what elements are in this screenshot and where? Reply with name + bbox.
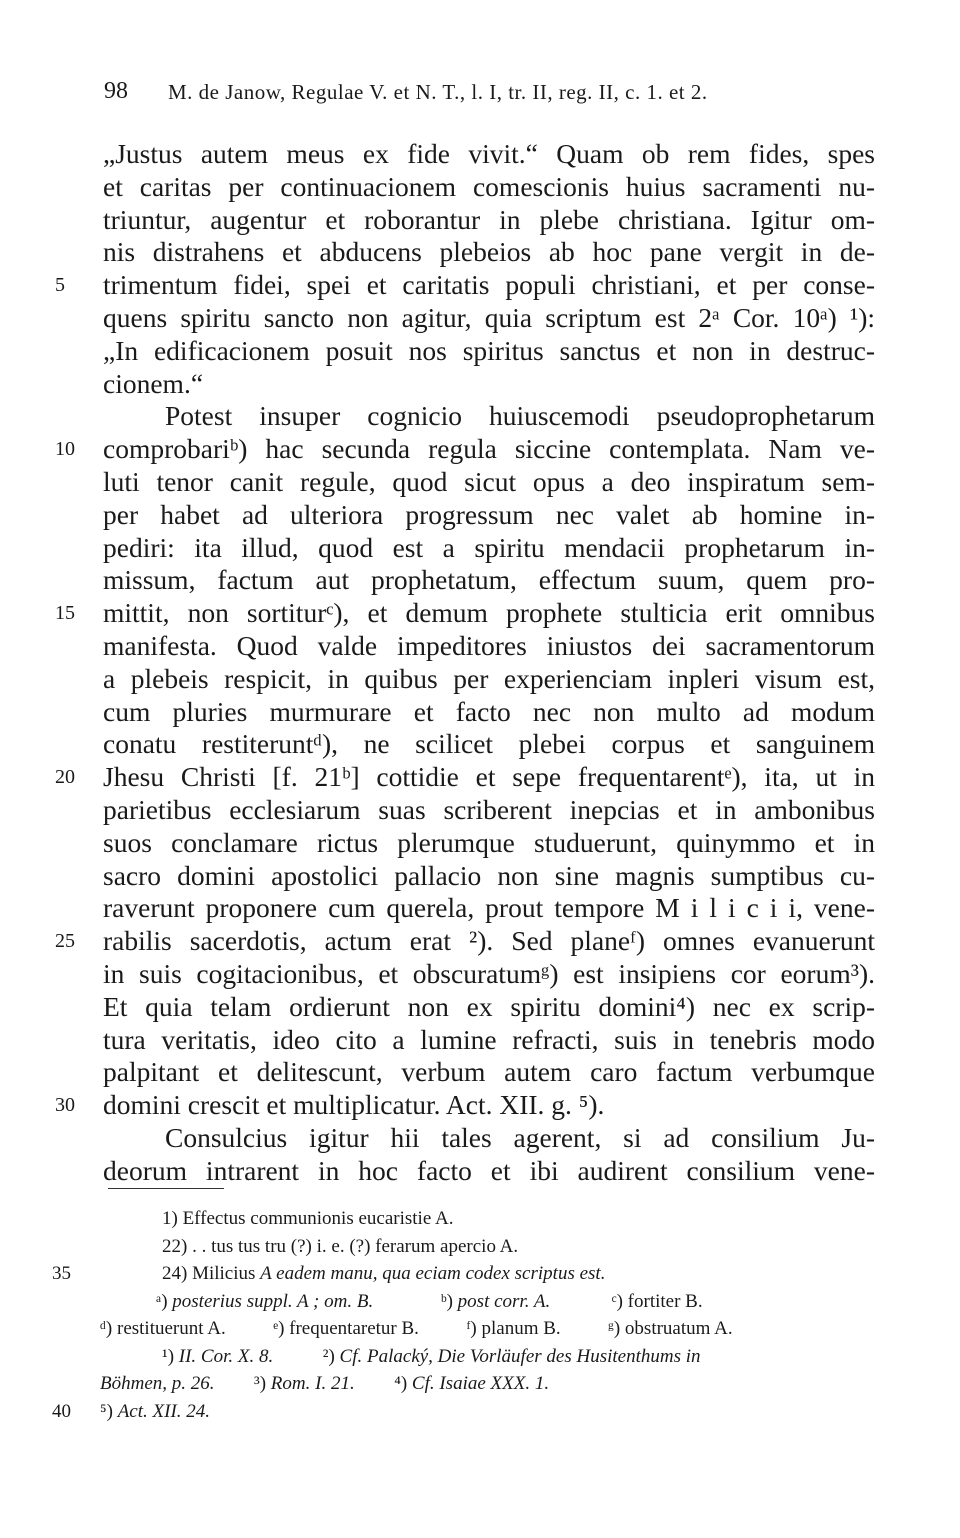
line-text: Consulcius igitur hii tales agerent, si ad consilium Ju-: [165, 1121, 875, 1153]
line-text: quens spiritu sancto non agitur, quia scriptum est 2ᵃ Cor. 10ᵃ) ¹):: [103, 301, 875, 333]
text-line: [103, 1122, 875, 1155]
line-number: 40: [52, 1400, 71, 1422]
ref-3-label: ³): [254, 1373, 267, 1394]
line-text: Jhesu Christi [f. 21ᵇ] cottidie et sepe frequentarentᵉ), ita, ut in: [103, 761, 875, 793]
footnote-line: [100, 1288, 875, 1316]
footnote-24-remark: A eadem manu, qua eciam codex scriptus est.: [260, 1263, 606, 1284]
line-text: trimentum fidei, spei et caritatis populi christiani, et per conse-: [103, 269, 875, 301]
footnote-line: [52, 1398, 875, 1426]
text-line: [103, 532, 875, 565]
line-number: 20: [55, 766, 75, 789]
footnote-22: 22) . . tus tus tru (?) i. e. (?) ferarum apercio A.: [162, 1235, 519, 1257]
text-line: [103, 728, 875, 761]
footnote-line: [100, 1205, 875, 1233]
text-line: [103, 827, 875, 860]
text-line: [103, 1056, 875, 1089]
text-line: [103, 794, 875, 827]
line-text: missum, factum aut prophetatum, effectum suum, quem pro-: [103, 564, 875, 596]
note-c: ᶜ) fortiter B.: [611, 1290, 703, 1312]
ref-5-label: ⁵): [100, 1400, 113, 1422]
note-g: ᵍ) obstruatum A.: [608, 1318, 733, 1339]
text-line: [103, 368, 875, 401]
line-text: et caritas per continuacionem comescionis huius sacramenti nu-: [103, 170, 875, 202]
ref-4: Cf. Isaiae XXX. 1.: [411, 1373, 550, 1394]
line-text: Potest insuper cognicio huiuscemodi pseudoprophetarum: [165, 400, 875, 432]
line-text: conatu restiteruntᵈ), ne scilicet plebei corpus et sanguinem: [103, 728, 875, 760]
text-line: [103, 138, 875, 171]
text-line: [103, 400, 875, 433]
line-text: in suis cogitacionibus, et obscuratumᵍ) est insipiens cor eorum³).: [103, 957, 875, 989]
line-text: triuntur, augentur et roborantur in plebe christiana. Igitur om-: [103, 203, 875, 235]
ref-3: Rom. I. 21.: [270, 1373, 355, 1394]
footnote-line: [100, 1233, 875, 1261]
text-line: [103, 171, 875, 204]
line-number: 5: [55, 274, 65, 297]
footnote-line: [100, 1370, 875, 1398]
note-d: ᵈ) restituerunt A.: [100, 1318, 226, 1339]
text-line: [103, 204, 875, 237]
line-text: luti tenor canit regule, quod sicut opus a deo inspiratum sem-: [103, 465, 875, 497]
ref-4-label: ⁴): [394, 1373, 408, 1394]
line-text: palpitant et delitescunt, verbum autem caro factum verbumque: [103, 1056, 875, 1088]
text-line: [55, 761, 875, 794]
text-line: [103, 564, 875, 597]
text-line: [103, 1024, 875, 1057]
text-line: [55, 269, 875, 302]
page-number: 98: [104, 78, 128, 104]
text-line: [103, 236, 875, 269]
text-line: [55, 925, 875, 958]
note-b-label: ᵇ): [440, 1290, 453, 1312]
line-text: Et quia telam ordierunt non ex spiritu domini⁴) nec ex scrip-: [103, 990, 875, 1022]
text-line: [103, 892, 875, 925]
footnote-line: [100, 1315, 875, 1343]
line-text: deorum intrarent in hoc facto et ibi audirent consilium vene-: [103, 1154, 875, 1186]
text-line: [55, 433, 875, 466]
line-text: comprobariᵇ) hac secunda regula siccine contemplata. Nam ve-: [103, 433, 875, 465]
line-text: manifesta. Quod valde impeditores iniustos dei sacramentorum: [103, 629, 875, 661]
text-line: [103, 1155, 875, 1188]
ref-5: Act. XII. 24.: [117, 1400, 211, 1422]
ref-2-label: ²): [322, 1345, 335, 1367]
footnote-1: 1) Effectus communionis eucaristie A.: [162, 1208, 454, 1229]
line-text: suos conclamare rictus plerumque studuerunt, quinymmo et in: [103, 826, 875, 858]
line-text: „Justus autem meus ex fide vivit.“ Quam ob rem fides, spes: [103, 138, 875, 169]
line-text: cum pluries murmurare et facto nec non multo ad modum: [103, 695, 875, 727]
main-text: [55, 138, 875, 1188]
line-text: cionem.“: [103, 367, 204, 399]
line-text: a plebeis respicit, in quibus per experienciam inpleri visum est,: [103, 662, 875, 694]
footnote-line: [100, 1343, 875, 1371]
footnote-line: [52, 1260, 875, 1288]
note-f: ᶠ) planum B.: [466, 1318, 561, 1339]
line-text: per habet ad ulteriora progressum nec valet ab homine in-: [103, 498, 875, 530]
note-b: post corr. A.: [457, 1290, 551, 1312]
line-text: raverunt proponere cum querela, prout tempore M i l i c i i, vene-: [103, 892, 875, 924]
running-title: M. de Janow, Regulae V. et N. T., l. I, tr. II, reg. II, c. 1. et 2.: [168, 80, 708, 104]
ref-1-label: ¹): [162, 1345, 175, 1367]
ref-1: II. Cor. X. 8.: [178, 1345, 274, 1367]
text-line: [103, 696, 875, 729]
text-line: [103, 335, 875, 368]
line-text: parietibus ecclesiarum suas scriberent inepcias et in ambonibus: [103, 793, 875, 825]
note-e: ᵉ) frequentaretur B.: [273, 1318, 419, 1339]
text-line: [103, 499, 875, 532]
note-a: posterius suppl. A ; om. B.: [172, 1290, 374, 1312]
text-line: [103, 991, 875, 1024]
line-number: 35: [52, 1263, 71, 1284]
line-number: 30: [55, 1094, 75, 1117]
footnotes: [52, 1205, 875, 1425]
text-line: [103, 302, 875, 335]
line-text: „In edificacionem posuit nos spiritus sanctus et non in destruc-: [103, 334, 875, 366]
line-text: mittit, non sortiturᶜ), et demum prophete stulticia erit omnibus: [103, 597, 875, 629]
line-text: rabilis sacerdotis, actum erat ²). Sed planeᶠ) omnes evanuerunt: [103, 925, 875, 957]
text-line: [103, 663, 875, 696]
line-text: pediri: ita illud, quod est a spiritu mendacii prophetarum in-: [103, 531, 875, 563]
ref-2: Cf. Palacký, Die Vorläufer des Husitenthums in: [339, 1345, 701, 1367]
footnote-divider: [108, 1188, 224, 1189]
text-line: [103, 630, 875, 663]
line-number: 10: [55, 438, 75, 461]
line-text: tura veritatis, ideo cito a lumine refracti, suis in tenebris modo: [103, 1023, 875, 1055]
text-line: [55, 597, 875, 630]
text-line: [55, 1089, 875, 1122]
text-line: [103, 466, 875, 499]
text-line: [103, 860, 875, 893]
line-text: sacro domini apostolici pallacio non sine magnis sumptibus cu-: [103, 859, 875, 891]
line-text: nis distrahens et abducens plebeios ab hoc pane vergit in de-: [103, 236, 875, 268]
line-text: domini crescit et multiplicatur. Act. XII. g. ⁵).: [103, 1089, 605, 1121]
ref-2-cont: Böhmen, p. 26.: [100, 1373, 215, 1394]
line-number: 15: [55, 602, 75, 625]
line-number: 25: [55, 930, 75, 953]
footnote-24: 24) Milicius: [162, 1263, 256, 1284]
note-a-label: ᵃ): [156, 1290, 168, 1312]
text-line: [103, 958, 875, 991]
